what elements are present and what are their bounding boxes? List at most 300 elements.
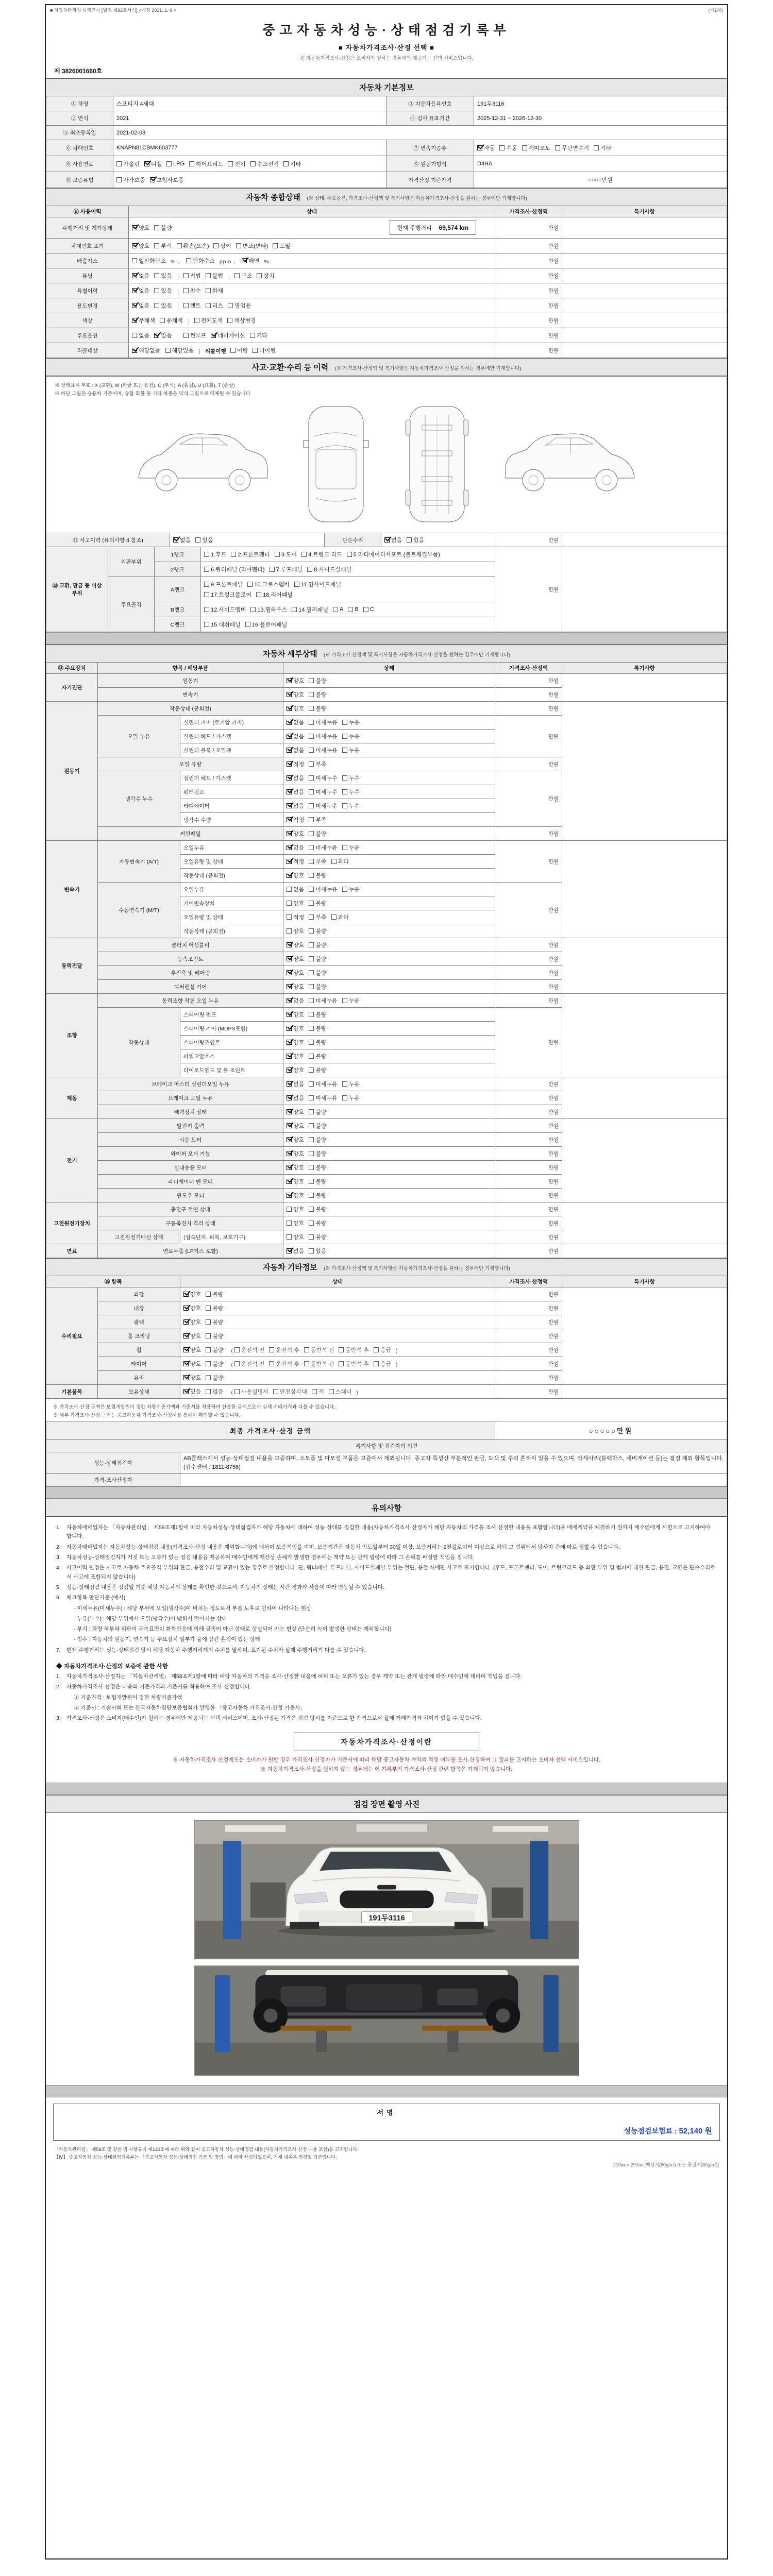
checkbox-불량[interactable] xyxy=(309,1191,326,1199)
notice-item xyxy=(56,1714,717,1723)
checkbox-안전삼각대[interactable] xyxy=(273,1387,307,1396)
checkbox-있음[interactable] xyxy=(195,536,213,544)
checkbox-미세누유[interactable] xyxy=(309,1080,338,1088)
checkbox-B[interactable] xyxy=(348,606,358,613)
state-cell xyxy=(283,855,495,869)
checkbox-없음[interactable] xyxy=(287,718,304,726)
checkbox-미세누유[interactable] xyxy=(309,718,338,726)
checkbox-과다[interactable] xyxy=(331,857,349,866)
checkbox-응급[interactable] xyxy=(374,1346,391,1354)
checkbox-무채색[interactable] xyxy=(132,316,155,325)
item-label: 유리 xyxy=(98,1371,180,1385)
checkbox-label: 양호 xyxy=(293,1234,305,1241)
checkbox-적법[interactable] xyxy=(183,272,201,280)
checkbox-없음[interactable] xyxy=(132,272,149,280)
checkbox-양호[interactable] xyxy=(183,1346,201,1354)
checkbox-양호[interactable] xyxy=(287,1177,304,1185)
checkbox-14.필러패널[interactable] xyxy=(292,605,328,614)
checkbox-양호[interactable] xyxy=(287,1205,304,1213)
checkbox-불량[interactable] xyxy=(309,927,326,935)
checkbox-동반석 후[interactable] xyxy=(339,1346,369,1354)
other-info-row xyxy=(46,1287,727,1301)
state-line xyxy=(132,285,492,296)
checkbox-불량[interactable] xyxy=(309,1108,326,1116)
checkbox-없음[interactable] xyxy=(206,1387,223,1396)
checkbox-운전석 후[interactable] xyxy=(269,1360,299,1368)
checkbox-2.프론트펜더[interactable] xyxy=(231,550,270,558)
checkbox-자동[interactable] xyxy=(477,144,495,152)
checkbox-양호[interactable] xyxy=(287,899,304,907)
checkbox-glyph xyxy=(154,243,159,248)
checkbox-label: 스패너 xyxy=(335,1389,352,1395)
checkbox-양호[interactable] xyxy=(287,871,304,879)
checkbox-없음[interactable] xyxy=(287,746,304,754)
checkbox-10.크로스멤버[interactable] xyxy=(247,580,289,588)
checkbox-A[interactable] xyxy=(333,606,343,613)
checkbox-화재[interactable] xyxy=(206,286,223,295)
checkbox-없음[interactable] xyxy=(287,843,304,852)
checkbox-응급[interactable] xyxy=(374,1360,391,1368)
checkbox-glyph xyxy=(177,243,182,248)
checkbox-label: 미세누유 xyxy=(315,887,338,893)
checkbox-양호[interactable] xyxy=(287,704,304,713)
checkbox-양호[interactable] xyxy=(287,676,304,685)
checkbox-label: 미세누유 xyxy=(315,1095,338,1101)
notice-text: ② 기준서 : 기술사회 또는 한국자동차진단보증협회가 발행한 「중고자동차 가격조사·산정 기준서」 xyxy=(74,1705,306,1711)
checkbox-label: 네비게이션 xyxy=(217,333,245,339)
checkbox-glyph xyxy=(309,706,314,711)
checkbox-적정[interactable] xyxy=(287,913,304,921)
checkbox-불량[interactable] xyxy=(309,1052,326,1060)
checkbox-불량[interactable] xyxy=(309,941,326,949)
checkbox-glyph xyxy=(304,1361,309,1366)
checkbox-수동[interactable] xyxy=(499,144,517,152)
state-line xyxy=(132,315,492,326)
state-cell xyxy=(283,1049,495,1063)
checkbox-양호[interactable] xyxy=(287,1219,304,1227)
checkbox-양호[interactable] xyxy=(183,1290,201,1298)
checkbox-있음[interactable] xyxy=(309,1247,326,1255)
checkbox-불량[interactable] xyxy=(309,1233,326,1241)
signature-area[interactable] xyxy=(53,2104,720,2141)
checkbox-불량[interactable] xyxy=(206,1374,223,1382)
checkbox-양호[interactable] xyxy=(183,1318,201,1326)
checkbox-과다[interactable] xyxy=(331,913,349,921)
checkbox-label: 응급 xyxy=(380,1361,392,1367)
checkbox-미이행[interactable] xyxy=(253,346,276,354)
checkbox-양호[interactable] xyxy=(183,1332,201,1340)
checkbox-부식[interactable] xyxy=(154,242,172,250)
checkbox-도말[interactable] xyxy=(273,242,290,250)
checkbox-누수[interactable] xyxy=(342,788,360,796)
checkbox-전체도색[interactable] xyxy=(194,316,223,325)
checkbox-적정[interactable] xyxy=(287,857,304,866)
state-lines xyxy=(132,285,492,296)
notice-item xyxy=(56,1693,717,1702)
checkbox-glyph xyxy=(206,1319,211,1325)
checkbox-label: 있음 xyxy=(190,1389,201,1395)
checkbox-해당있음[interactable] xyxy=(165,346,194,354)
notice-text: 체크항목 판단기준 (예시) xyxy=(66,1595,126,1601)
notice-item xyxy=(56,1594,717,1602)
checkbox-동반석 전[interactable] xyxy=(304,1360,334,1368)
checkbox-glyph xyxy=(374,1347,379,1352)
checkbox-양호[interactable] xyxy=(287,1136,304,1144)
checkbox-label: 잭 xyxy=(318,1389,324,1395)
checkbox-glyph xyxy=(186,258,191,263)
checkbox-5.라디에이터서포트 (볼트체결부품)[interactable] xyxy=(347,550,440,558)
checkbox-양호[interactable] xyxy=(287,1149,304,1158)
checkbox-누유[interactable] xyxy=(342,1080,360,1088)
checkbox-양호[interactable] xyxy=(287,1233,304,1241)
checkbox-가솔린[interactable] xyxy=(116,160,140,168)
checkbox-8.사이드실패널[interactable] xyxy=(307,565,351,573)
warranty-label: ⑩ 보증유형 xyxy=(46,172,113,188)
detail-row xyxy=(46,1202,727,1216)
checkbox-glyph xyxy=(384,537,390,543)
checkbox-불량[interactable] xyxy=(206,1360,223,1368)
checkbox-glyph xyxy=(183,1333,189,1338)
checkbox-불량[interactable] xyxy=(309,1010,326,1019)
checkbox-영업용[interactable] xyxy=(228,301,251,310)
state-cell xyxy=(283,966,495,980)
checkbox-label: 양호 xyxy=(293,1221,305,1227)
item-label: 작동상태 xyxy=(98,1008,180,1077)
device-group-label: 원동기 xyxy=(46,702,98,841)
checkbox-미세누수[interactable] xyxy=(309,774,338,782)
checkbox-불량[interactable] xyxy=(309,1038,326,1046)
checkbox-누유[interactable] xyxy=(342,1094,360,1102)
checkbox-17.트렁크플로어[interactable] xyxy=(204,590,251,599)
checkbox-label: 없음 xyxy=(293,1248,305,1255)
checkbox-유채색[interactable] xyxy=(160,316,183,325)
price-cell: 만원 xyxy=(495,1202,562,1216)
checkbox-양호[interactable] xyxy=(287,829,304,838)
checkbox-양호[interactable] xyxy=(132,224,149,232)
checkbox-glyph xyxy=(231,552,236,557)
item-label: 충전구 절연 상태 xyxy=(98,1202,283,1216)
checkbox-구조[interactable] xyxy=(234,272,252,280)
checkbox-적정[interactable] xyxy=(287,760,304,768)
checkbox-양호[interactable] xyxy=(287,1191,304,1199)
checkbox-리스[interactable] xyxy=(206,301,223,310)
checkbox-미세누수[interactable] xyxy=(309,802,338,810)
checkbox-색상변경[interactable] xyxy=(227,316,256,325)
checkbox-양호[interactable] xyxy=(287,1024,304,1032)
checkbox-보험사보증[interactable] xyxy=(150,176,184,184)
checkbox-네비게이션[interactable] xyxy=(211,331,245,340)
validity-label: ④ 검사 유효기간 xyxy=(386,111,474,126)
checkbox-전기[interactable] xyxy=(228,160,245,168)
checkbox-양호[interactable] xyxy=(287,927,304,935)
checkbox-스패너[interactable] xyxy=(329,1387,352,1396)
checkbox-있음[interactable] xyxy=(154,272,172,280)
checkbox-누수[interactable] xyxy=(342,774,360,782)
checkbox-없음[interactable] xyxy=(287,1247,304,1255)
checkbox-불량[interactable] xyxy=(309,676,326,685)
checkbox-label: 불량 xyxy=(315,706,327,712)
checkbox-양호[interactable] xyxy=(183,1304,201,1312)
checkbox-부족[interactable] xyxy=(309,816,326,824)
checkbox-glyph xyxy=(287,1221,292,1226)
checkbox-침수[interactable] xyxy=(183,286,201,295)
checkbox-이행[interactable] xyxy=(230,346,248,354)
column-header: 가격조사·산정액 xyxy=(495,663,562,674)
checkbox-누유[interactable] xyxy=(342,746,360,754)
checkbox-없음[interactable] xyxy=(287,1080,304,1088)
checkbox-불량[interactable] xyxy=(309,829,326,838)
checkbox-6.쿼터패널 (리어펜더)[interactable] xyxy=(204,565,265,573)
checkbox-미세누유[interactable] xyxy=(309,1094,338,1102)
price-cell: 만원 xyxy=(495,533,562,547)
checkbox-누수[interactable] xyxy=(342,802,360,810)
checkbox-불량[interactable] xyxy=(206,1304,223,1312)
checkbox-무단변속기[interactable] xyxy=(555,144,589,152)
checkbox-기타[interactable] xyxy=(283,160,301,168)
checkbox-C[interactable] xyxy=(363,606,374,613)
checkbox-없음[interactable] xyxy=(287,732,304,740)
checkbox-label: 리스 xyxy=(212,303,224,309)
checkbox-양호[interactable] xyxy=(287,690,304,699)
checkbox-glyph xyxy=(309,998,314,1003)
checkbox-미세누유[interactable] xyxy=(309,885,338,893)
column-header: 가격조사·산정액 xyxy=(495,206,562,217)
checkbox-glyph xyxy=(204,622,209,627)
checkbox-glyph xyxy=(309,1248,314,1253)
checkbox-label: 양호 xyxy=(190,1347,201,1353)
checkbox-없음[interactable] xyxy=(287,802,304,810)
checkbox-불량[interactable] xyxy=(309,1122,326,1130)
checkbox-label: 미이행 xyxy=(259,348,276,354)
checkbox-없음[interactable] xyxy=(132,301,149,310)
checkbox-있음[interactable] xyxy=(183,1387,201,1396)
first-reg-label: ⑤ 최초등록일 xyxy=(46,126,113,140)
checkbox-label: 기타 xyxy=(290,161,301,167)
checkbox-없음[interactable] xyxy=(132,286,149,295)
checkbox-미세누유[interactable] xyxy=(309,732,338,740)
checkbox-있음[interactable] xyxy=(154,286,172,295)
checkbox-동반석 후[interactable] xyxy=(339,1360,369,1368)
checkbox-미세누수[interactable] xyxy=(309,788,338,796)
checkbox-불량[interactable] xyxy=(309,969,326,977)
checkbox-매연[interactable] xyxy=(242,257,259,265)
checkbox-미세누유[interactable] xyxy=(309,843,338,852)
panel-items-cell xyxy=(201,547,495,562)
checkbox-16.플로어패널[interactable] xyxy=(245,620,287,629)
checkbox-13.휠하우스[interactable] xyxy=(250,605,287,614)
checkbox-부족[interactable] xyxy=(309,857,326,866)
checkbox-미세누유[interactable] xyxy=(309,996,338,1005)
checkbox-렌트[interactable] xyxy=(183,301,201,310)
note-cell xyxy=(562,1077,727,1119)
detail-header-row xyxy=(46,663,727,674)
checkbox-glyph xyxy=(206,303,211,308)
checkbox-불량[interactable] xyxy=(309,1163,326,1172)
item-label: 오일 누유 xyxy=(98,716,180,757)
checkbox-세미오토[interactable] xyxy=(522,144,551,152)
checkbox-양호[interactable] xyxy=(287,1038,304,1046)
checkbox-운전석 전[interactable] xyxy=(234,1360,265,1368)
checkbox-없음[interactable] xyxy=(287,774,304,782)
checkbox-없음[interactable] xyxy=(173,536,191,544)
inspection-photo-front xyxy=(195,1821,579,1959)
checkbox-사용설명서[interactable] xyxy=(234,1387,268,1396)
checkbox-label: 동반석 후 xyxy=(345,1361,369,1367)
checkbox-glyph xyxy=(116,161,122,166)
checkbox-glyph xyxy=(287,1026,292,1031)
checkbox-동반석 전[interactable] xyxy=(304,1346,334,1354)
row-label: 용도변경 xyxy=(46,298,129,313)
checkbox-양호[interactable] xyxy=(287,1122,304,1130)
checkbox-누유[interactable] xyxy=(342,996,360,1005)
checkbox-없음[interactable] xyxy=(287,996,304,1005)
checkbox-양호[interactable] xyxy=(183,1360,201,1368)
checkbox-누유[interactable] xyxy=(342,732,360,740)
checkbox-기타[interactable] xyxy=(594,144,611,152)
checkbox-양호[interactable] xyxy=(287,1108,304,1116)
checkbox-있음[interactable] xyxy=(407,536,424,544)
checkbox-glyph xyxy=(154,273,159,278)
checkbox-12.사이드멤버[interactable] xyxy=(204,605,246,614)
notice-number: 4. xyxy=(56,1565,61,1571)
checkbox-불량[interactable] xyxy=(309,690,326,699)
checkbox-label: 동반석 후 xyxy=(345,1347,369,1353)
checkbox-불량[interactable] xyxy=(309,1219,326,1227)
part-label: 워터펌프 xyxy=(180,785,283,799)
checkbox-불량[interactable] xyxy=(206,1332,223,1340)
checkbox-LPG[interactable] xyxy=(166,161,184,167)
checkbox-불법[interactable] xyxy=(206,272,223,280)
checkbox-운전석 후[interactable] xyxy=(269,1346,299,1354)
checkbox-변조(변타)[interactable] xyxy=(236,242,268,250)
checkbox-불량[interactable] xyxy=(309,982,326,991)
engine-type-value: D4HA xyxy=(474,156,727,172)
checkbox-양호[interactable] xyxy=(287,941,304,949)
checkbox-불량[interactable] xyxy=(154,224,172,232)
checkbox-1.후드[interactable] xyxy=(204,550,226,558)
checkbox-양호[interactable] xyxy=(287,1163,304,1172)
checkbox-불량[interactable] xyxy=(309,955,326,963)
checkbox-label: 없음 xyxy=(293,775,305,782)
checkbox-label: 자가보증 xyxy=(123,177,145,183)
checkbox-불량[interactable] xyxy=(309,871,326,879)
checkbox-누유[interactable] xyxy=(342,718,360,726)
checkbox-없음[interactable] xyxy=(287,885,304,893)
checkbox-적정[interactable] xyxy=(287,816,304,824)
checkbox-불량[interactable] xyxy=(309,1177,326,1185)
state-line xyxy=(132,345,492,355)
checkbox-9.프론트패널[interactable] xyxy=(204,580,243,588)
part-label: 냉각수 수량 xyxy=(180,813,283,827)
checkbox-있음[interactable] xyxy=(154,331,172,340)
checkbox-불량[interactable] xyxy=(309,704,326,713)
checkbox-3.도어[interactable] xyxy=(275,550,297,558)
checkbox-불량[interactable] xyxy=(309,1136,326,1144)
checkbox-일산화탄소[interactable] xyxy=(132,257,166,265)
checkbox-누유[interactable] xyxy=(342,843,360,852)
checkbox-불량[interactable] xyxy=(309,899,326,907)
checkbox-상이[interactable] xyxy=(213,242,231,250)
notice-item xyxy=(56,1683,717,1691)
checkbox-없음[interactable] xyxy=(384,536,402,544)
checkbox-불량[interactable] xyxy=(309,1149,326,1158)
checkbox-7.루프패널[interactable] xyxy=(270,565,303,573)
checkbox-양호[interactable] xyxy=(183,1374,201,1382)
checkbox-장치[interactable] xyxy=(257,272,274,280)
checkbox-15.대쉬패널[interactable] xyxy=(204,620,241,629)
checkbox-누유[interactable] xyxy=(342,885,360,893)
accident-diagram-box xyxy=(46,376,727,533)
checkbox-양호[interactable] xyxy=(287,1010,304,1019)
checkbox-glyph xyxy=(309,859,314,864)
checkbox-미세누유[interactable] xyxy=(309,746,338,754)
checkbox-운전석 전[interactable] xyxy=(234,1346,265,1354)
checkbox-없음[interactable] xyxy=(287,1094,304,1102)
checkbox-훼손(오손)[interactable] xyxy=(177,242,209,250)
state-cell xyxy=(283,924,495,938)
checkbox-glyph xyxy=(273,1389,278,1394)
checkbox-탄화수소[interactable] xyxy=(186,257,215,265)
state-cell xyxy=(283,674,495,688)
checkbox-없음[interactable] xyxy=(132,331,149,340)
checkbox-양호[interactable] xyxy=(287,955,304,963)
appraiser-opinion-text xyxy=(180,1474,727,1486)
checkbox-수소전기[interactable] xyxy=(250,160,279,168)
checkbox-불량[interactable] xyxy=(206,1346,223,1354)
item-label: 휠 xyxy=(98,1343,180,1357)
fee-value: 52,140 원 xyxy=(679,2127,712,2136)
other-info-table xyxy=(46,1276,727,1399)
footer-line: 【Ⅳ】 중고자동차 성능·상태점검기록부는 「중고자동차 성능·상태점검 기준 및 방법」에 따라 작성되었으며, 기재 내용은 점검일 기준입니다. xyxy=(54,2155,337,2160)
checkbox-자가보증[interactable] xyxy=(116,176,145,184)
checkbox-기타[interactable] xyxy=(250,331,267,340)
checkbox-불량[interactable] xyxy=(309,1024,326,1032)
checkbox-썬루프[interactable] xyxy=(183,331,207,340)
checkbox-부족[interactable] xyxy=(309,760,326,768)
checkbox-불량[interactable] xyxy=(206,1318,223,1326)
checkbox-불량[interactable] xyxy=(206,1290,223,1298)
checkbox-label: 양호 xyxy=(293,984,305,990)
sub-options xyxy=(231,1348,398,1354)
checkbox-양호[interactable] xyxy=(287,982,304,991)
checkbox-불량[interactable] xyxy=(309,1066,326,1074)
checkbox-불량[interactable] xyxy=(309,1205,326,1213)
checkbox-양호[interactable] xyxy=(287,1052,304,1060)
checkbox-label: 무단변속기 xyxy=(562,145,590,151)
field-sublabel: 리콜이행 xyxy=(205,348,226,354)
checkbox-잭[interactable] xyxy=(312,1387,324,1396)
item-label: 연료누출 (LP가스 포함) xyxy=(98,1244,283,1258)
checkbox-하이브리드[interactable] xyxy=(189,160,223,168)
checkbox-label: 양호 xyxy=(293,956,305,962)
checkbox-양호[interactable] xyxy=(287,1066,304,1074)
part-label: 작동상태 (공회전) xyxy=(180,924,283,938)
checkbox-있음[interactable] xyxy=(154,301,172,310)
checkbox-해당없음[interactable] xyxy=(132,346,161,354)
state-cell xyxy=(283,1244,495,1258)
checkbox-label: 10.크로스멤버 xyxy=(254,582,290,588)
checkbox-양호[interactable] xyxy=(287,969,304,977)
checkbox-양호[interactable] xyxy=(132,242,149,250)
checkbox-디젤[interactable] xyxy=(144,160,162,168)
checkbox-11.인사이드패널[interactable] xyxy=(294,580,341,588)
checkbox-부족[interactable] xyxy=(309,913,326,921)
checkbox-18.리어패널[interactable] xyxy=(256,590,293,599)
checkbox-없음[interactable] xyxy=(287,788,304,796)
checkbox-glyph xyxy=(206,1389,211,1394)
checkbox-4.트렁크 리드[interactable] xyxy=(301,550,342,558)
price-cell: 만원 xyxy=(495,1343,562,1357)
